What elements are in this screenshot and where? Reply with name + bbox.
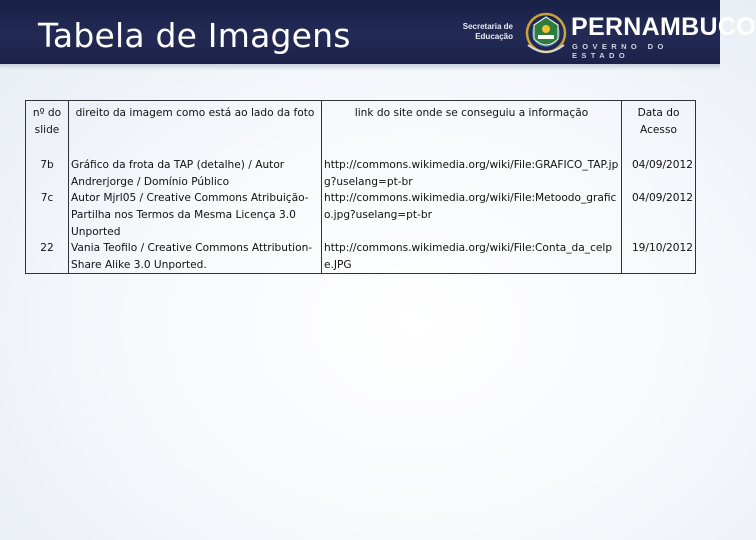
cell-rights: Gráfico da frota da TAP (detalhe) / Autor Andrerjorge / Domínio Público [69,157,322,190]
table-row [26,157,696,190]
header-date: Data do Acesso [622,101,696,158]
cell-link: http://commons.wikimedia.org/wiki/File:Conta_da_celpe.JPG [322,240,622,274]
cell-date: 19/10/2012 [622,240,696,274]
header-rights: direito da imagem como está ao lado da foto [69,101,322,158]
cell-slide: 7b [26,157,69,190]
secretaria-label [455,22,513,42]
table-header-row [26,101,696,158]
cell-rights: Vania Teofilo / Creative Commons Attribution-Share Alike 3.0 Unported. [69,240,322,274]
cell-date: 04/09/2012 [622,157,696,190]
page-title: Tabela de Imagens [38,16,351,55]
slide-header [0,0,756,64]
cell-link: http://commons.wikimedia.org/wiki/File:Metoodo_grafico.jpg?uselang=pt-br [322,190,622,240]
coat-of-arms-icon [524,11,568,57]
pernambuco-logo-text: PERNAMBUCO [571,13,756,41]
header-link: link do site onde se conseguiu a informação [322,101,622,158]
governo-do-estado-text: GOVERNO DO ESTADO [572,42,668,60]
cell-link: http://commons.wikimedia.org/wiki/File:GRAFICO_TAP.jpg?uselang=pt-br [322,157,622,190]
cell-date: 04/09/2012 [622,190,696,240]
secretaria-line-2: Educação [475,32,513,41]
cell-slide: 7c [26,190,69,240]
header-divider [0,64,720,70]
table-row [26,240,696,274]
images-table [25,100,696,274]
secretaria-line-1: Secretaria de [462,22,513,31]
cell-rights: Autor Mjrl05 / Creative Commons Atribuição-Partilha nos Termos da Mesma Licença 3.0 Unported [69,190,322,240]
header-slide: nº do slide [26,101,69,158]
table-row [26,190,696,240]
cell-slide: 22 [26,240,69,274]
